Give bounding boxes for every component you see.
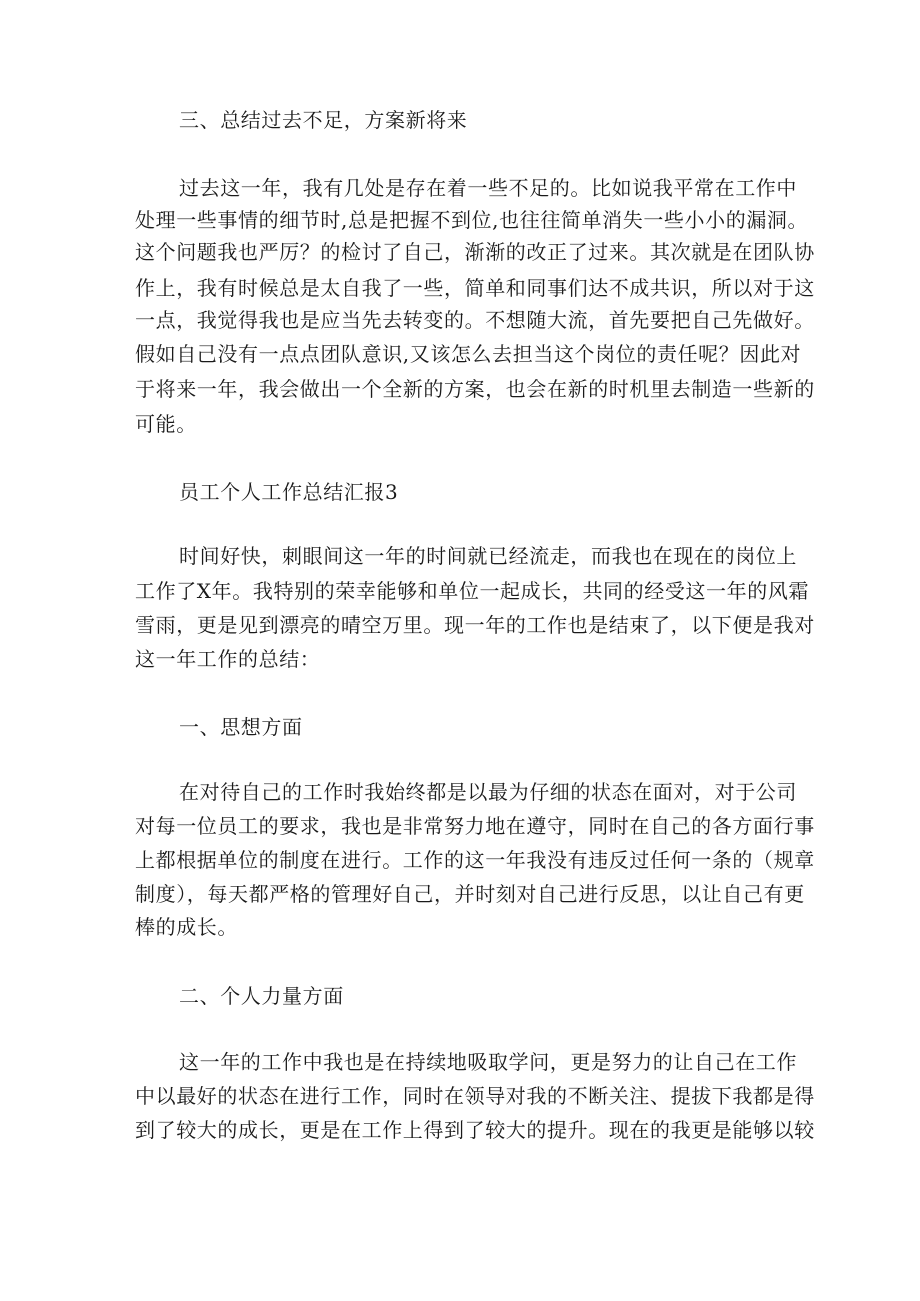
paragraph-line: 假如自己没有一点点团队意识,又该怎么去担当这个岗位的责任呢？因此对 <box>135 342 802 366</box>
section-heading: 二、个人力量方面 <box>179 984 344 1008</box>
paragraph-line: 过去这一年，我有几处是存在着一些不足的。比如说我平常在工作中 <box>179 176 797 200</box>
paragraph-line: 时间好快，刺眼间这一年的时间就已经流走，而我也在现在的岗位上 <box>179 544 797 568</box>
paragraph-line: 作上，我有时候总是太自我了一些，简单和同事们达不成共识，所以对于这 <box>135 276 815 300</box>
paragraph-line: 中以最好的状态在进行工作，同时在领导对我的不断关注、提拔下我都是得 <box>135 1084 815 1108</box>
paragraph-line: 处理一些事情的细节时,总是把握不到位,也往往简单消失一些小小的漏洞。 <box>135 208 809 232</box>
paragraph-line: 在对待自己的工作时我始终都是以最为仔细的状态在面对，对于公司 <box>179 780 797 804</box>
paragraph-line: 上都根据单位的制度在进行。工作的这一年我没有违反过任何一条的（规章 <box>135 848 815 872</box>
section-heading: 一、思想方面 <box>179 715 303 739</box>
paragraph-line: 于将来一年，我会做出一个全新的方案，也会在新的时机里去制造一些新的 <box>135 377 815 401</box>
section-heading: 员工个人工作总结汇报3 <box>179 480 399 504</box>
paragraph-line: 这一年的工作中我也是在持续地吸取学问，更是努力的让自己在工作 <box>179 1050 797 1074</box>
paragraph-line: 这一年工作的总结： <box>135 647 321 671</box>
paragraph-line: 工作了X年。我特别的荣幸能够和单位一起成长，共同的经受这一年的风霜 <box>135 579 810 603</box>
paragraph-line: 雪雨，更是见到漂亮的晴空万里。现一年的工作也是结束了，以下便是我对 <box>135 613 815 637</box>
paragraph-line: 到了较大的成长，更是在工作上得到了较大的提升。现在的我更是能够以较 <box>135 1118 815 1142</box>
paragraph-line: 制度），每天都严格的管理好自己，并时刻对自己进行反思，以让自己有更 <box>135 882 805 906</box>
paragraph-line: 这个问题我也严厉？的检讨了自己，渐渐的改正了过来。其次就是在团队协 <box>135 240 815 264</box>
paragraph-line: 对每一位员工的要求，我也是非常努力地在遵守，同时在自己的各方面行事 <box>135 814 815 838</box>
paragraph-line: 棒的成长。 <box>135 915 238 939</box>
paragraph-line: 可能。 <box>135 412 197 436</box>
paragraph-line: 一点，我觉得我也是应当先去转变的。不想随大流，首先要把自己先做好。 <box>135 308 815 332</box>
section-heading: 三、总结过去不足，方案新将来 <box>179 108 468 132</box>
